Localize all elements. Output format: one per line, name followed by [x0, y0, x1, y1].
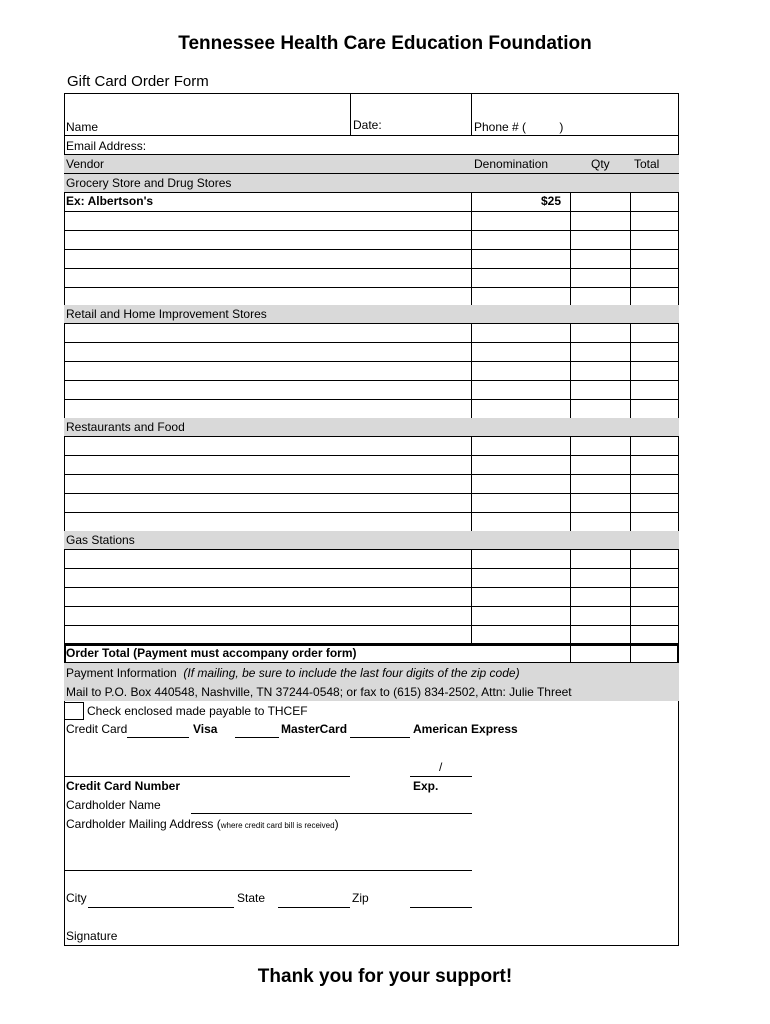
grid-line — [630, 437, 631, 456]
grid-line — [570, 381, 571, 400]
grid-line — [630, 362, 631, 381]
grid-line — [570, 626, 571, 644]
mailing-address-note: where credit card bill is received — [220, 821, 335, 830]
denomination-column-header: Denomination — [474, 157, 549, 171]
grid-line — [471, 626, 472, 644]
table-row[interactable] — [64, 456, 679, 475]
grid-line — [570, 569, 571, 588]
grid-line — [471, 588, 472, 607]
grid-line — [570, 456, 571, 475]
example-denomination: $25 — [541, 194, 562, 208]
grid-line — [630, 513, 631, 532]
city-label: City — [66, 891, 87, 905]
check-enclosed-label: Check enclosed made payable to THCEF — [87, 704, 308, 718]
grid-line — [630, 550, 631, 569]
grid-line — [471, 400, 472, 419]
grid-line — [570, 494, 571, 513]
grid-line — [570, 550, 571, 569]
mastercard-label: MasterCard — [281, 722, 348, 736]
section-header: Grocery Store and Drug Stores — [66, 176, 232, 190]
grid-line — [630, 626, 631, 644]
grid-line — [471, 269, 472, 288]
mastercard-checkline[interactable] — [235, 737, 279, 738]
visa-checkline[interactable] — [127, 737, 189, 738]
grid-line — [570, 475, 571, 494]
zip-label: Zip — [352, 891, 369, 905]
grid-line — [630, 494, 631, 513]
grid-line — [570, 324, 571, 343]
table-row[interactable] — [64, 343, 679, 362]
table-row[interactable] — [64, 231, 679, 250]
credit-card-number-label: Credit Card Number — [66, 779, 181, 793]
table-row[interactable] — [64, 193, 679, 212]
grid-line — [570, 269, 571, 288]
grid-line — [471, 494, 472, 513]
grid-line — [630, 588, 631, 607]
table-row[interactable] — [64, 626, 679, 644]
table-row[interactable] — [64, 362, 679, 381]
table-row[interactable] — [64, 607, 679, 626]
grid-line — [570, 588, 571, 607]
mailing-address-text: Cardholder Mailing Address ( — [66, 817, 221, 831]
column-header-row — [64, 155, 679, 174]
grid-line — [570, 644, 571, 663]
payment-info-label: Payment Information — [66, 666, 177, 680]
city-field[interactable] — [88, 907, 234, 908]
amex-checkline[interactable] — [350, 737, 410, 738]
grid-line — [471, 456, 472, 475]
mailing-address-label — [66, 817, 339, 831]
amex-label: American Express — [413, 722, 518, 736]
state-field[interactable] — [278, 907, 350, 908]
table-row[interactable] — [64, 250, 679, 269]
grid-line — [471, 212, 472, 231]
email-field[interactable]: Email Address: — [66, 139, 147, 153]
grid-line — [471, 324, 472, 343]
grid-line — [570, 400, 571, 419]
cardholder-name-label: Cardholder Name — [66, 798, 161, 812]
name-field[interactable]: Name — [66, 120, 99, 134]
grid-line — [630, 569, 631, 588]
date-field[interactable]: Date: — [353, 118, 382, 132]
grid-line — [570, 513, 571, 532]
grid-line — [471, 343, 472, 362]
grid-line — [630, 231, 631, 250]
grid-line — [630, 400, 631, 419]
grid-line — [471, 231, 472, 250]
grid-line — [630, 475, 631, 494]
grid-line — [630, 193, 631, 212]
phone-field[interactable]: Phone # ( ) — [474, 120, 564, 134]
total-column-header: Total — [634, 157, 660, 171]
grid-line — [630, 269, 631, 288]
grid-line — [471, 550, 472, 569]
form-subtitle: Gift Card Order Form — [67, 73, 209, 90]
grid-line — [570, 231, 571, 250]
zip-field[interactable] — [410, 907, 472, 908]
table-row[interactable] — [64, 437, 679, 456]
grid-line — [570, 437, 571, 456]
section-header: Gas Stations — [66, 533, 135, 547]
mailing-instructions: Mail to P.O. Box 440548, Nashville, TN 37244-0548; or fax to (615) 834-2502, Attn: Julie Threet — [66, 685, 572, 699]
grid-line — [570, 250, 571, 269]
email-row — [64, 136, 679, 155]
exp-slash: / — [439, 760, 443, 774]
exp-label: Exp. — [413, 779, 439, 793]
grid-line — [630, 250, 631, 269]
section-header: Retail and Home Improvement Stores — [66, 307, 267, 321]
mailing-address-close: ) — [334, 817, 339, 831]
example-vendor: Ex: Albertson's — [66, 194, 154, 208]
grid-line — [570, 362, 571, 381]
vendor-column-header: Vendor — [66, 157, 105, 171]
state-label: State — [237, 891, 266, 905]
grid-line — [471, 475, 472, 494]
table-row[interactable] — [64, 269, 679, 288]
grid-line — [570, 212, 571, 231]
table-row[interactable] — [64, 212, 679, 231]
grid-line — [630, 456, 631, 475]
mailing-address-field[interactable] — [64, 870, 472, 871]
order-total-label: Order Total (Payment must accompany order form) — [66, 646, 357, 660]
grid-line — [570, 193, 571, 212]
table-row[interactable] — [64, 588, 679, 607]
grid-line — [471, 381, 472, 400]
section-header: Restaurants and Food — [66, 420, 185, 434]
credit-card-label: Credit Card — [66, 722, 128, 736]
signature-label: Signature — [66, 929, 118, 943]
grid-line — [630, 324, 631, 343]
section-header-row — [64, 531, 679, 550]
qty-column-header: Qty — [591, 157, 610, 171]
table-row[interactable] — [64, 569, 679, 588]
thank-you-message: Thank you for your support! — [257, 966, 513, 987]
grid-line — [570, 343, 571, 362]
exp-field[interactable] — [410, 776, 472, 777]
check-enclosed-checkbox[interactable] — [64, 702, 84, 720]
grid-line — [471, 607, 472, 626]
table-row[interactable] — [64, 400, 679, 419]
table-row[interactable] — [64, 324, 679, 343]
grid-line — [471, 513, 472, 532]
visa-label: Visa — [193, 722, 218, 736]
table-row[interactable] — [64, 550, 679, 569]
grid-line — [630, 381, 631, 400]
payment-info-note: (If mailing, be sure to include the last four digits of the zip code) — [183, 666, 520, 680]
grid-line — [471, 93, 472, 136]
grid-line — [350, 93, 351, 136]
grid-line — [630, 644, 631, 663]
grid-line — [471, 569, 472, 588]
table-row[interactable] — [64, 475, 679, 494]
signature-field[interactable] — [127, 945, 472, 946]
grid-line — [471, 250, 472, 269]
cardholder-name-field[interactable] — [191, 813, 472, 814]
table-row[interactable] — [64, 513, 679, 532]
grid-line — [471, 362, 472, 381]
table-row[interactable] — [64, 494, 679, 513]
page-title: Tennessee Health Care Education Foundation — [178, 33, 592, 54]
table-row[interactable] — [64, 381, 679, 400]
grid-line — [630, 607, 631, 626]
grid-line — [471, 193, 472, 212]
credit-card-number-field[interactable] — [64, 776, 350, 777]
payment-info-line — [66, 666, 520, 680]
grid-line — [570, 607, 571, 626]
grid-line — [630, 212, 631, 231]
grid-line — [630, 343, 631, 362]
grid-line — [471, 437, 472, 456]
